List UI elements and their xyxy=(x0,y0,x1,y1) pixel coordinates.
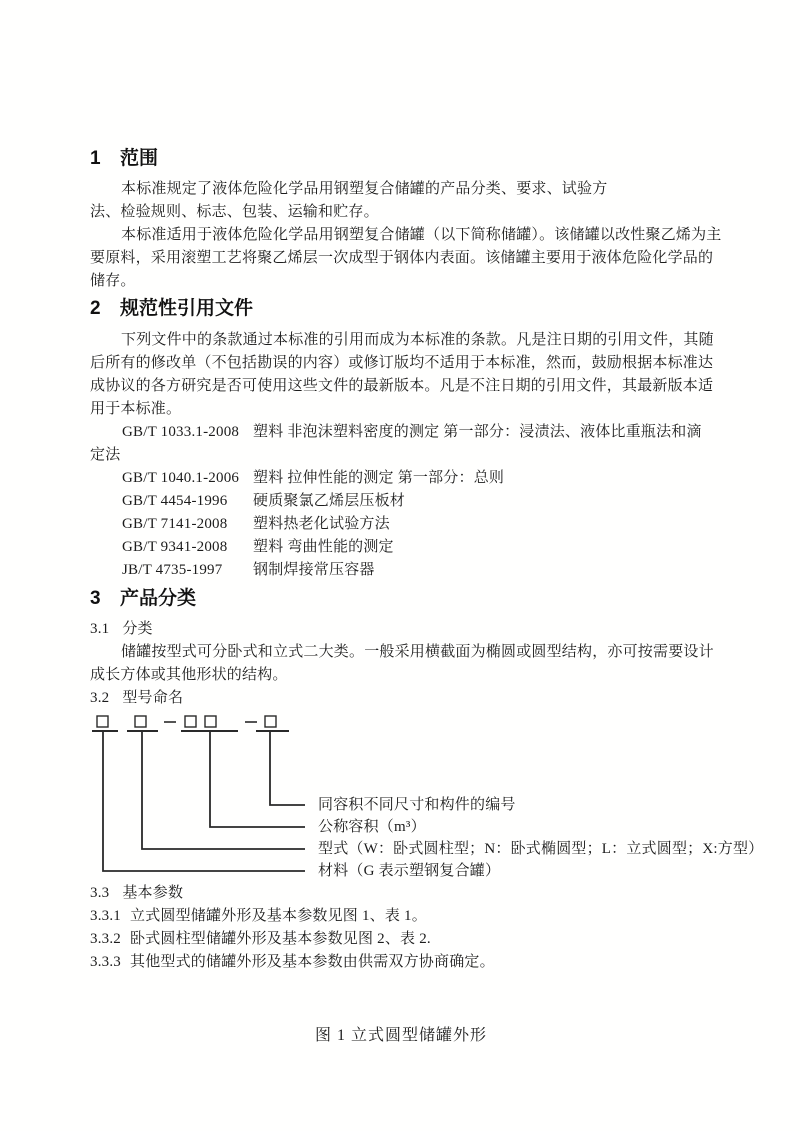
paragraph-line: 本标准规定了液体危险化学品用钢塑复合储罐的产品分类、要求、试验方 xyxy=(121,181,608,197)
section-3-title: 产品分类 xyxy=(120,588,197,609)
clause-text: 其他型式的储罐外形及基本参数由供需双方协商确定。 xyxy=(130,954,495,970)
paragraph-line: 法、检验规则、标志、包装、运输和贮存。 xyxy=(90,204,379,220)
reference-code: GB/T 4454-1996 xyxy=(122,493,228,509)
clause-label: 3.3.2 xyxy=(90,931,121,947)
paragraph-line: 储存。 xyxy=(90,273,136,289)
reference-code: GB/T 7141-2008 xyxy=(122,516,228,532)
subsection-3-2-heading xyxy=(90,687,712,710)
paragraph-line: 本标准适用于液体危险化学品用钢塑复合储罐（以下简称储罐）。该储罐以改性聚乙烯为主 xyxy=(121,227,722,243)
reference-title: 塑料 拉伸性能的测定 第一部分：总则 xyxy=(253,470,505,486)
clause-text: 立式圆型储罐外形及基本参数见图 1、表 1。 xyxy=(130,908,427,924)
subsection-title: 型号命名 xyxy=(122,690,184,706)
section-3-number: 3 xyxy=(90,588,101,609)
clause-label: 3.3.1 xyxy=(90,908,121,924)
paragraph-line: 成协议的各方研究是否可使用这些文件的最新版本。凡是不注日期的引用文件，其最新版本适 xyxy=(90,378,714,394)
reference-code: JB/T 4735-1997 xyxy=(122,562,223,578)
diagram-label-serial: 同容积不同尺寸和构件的编号 xyxy=(318,797,516,813)
reference-title: 硬质聚氯乙烯层压板材 xyxy=(253,493,406,509)
diagram-label-type: 型式（W：卧式圆柱型；N：卧式椭圆型；L：立式圆型；X:方型） xyxy=(318,841,764,857)
code-box-type xyxy=(135,716,146,727)
reference-item-wrap: 定法 xyxy=(90,447,121,463)
reference-title: 钢制焊接常压容器 xyxy=(253,562,375,578)
subsection-label: 3.3 xyxy=(90,885,110,901)
leader-material xyxy=(103,731,305,871)
subsection-label: 3.1 xyxy=(90,621,110,637)
clause-item xyxy=(90,928,712,951)
paragraph-line: 要原料，采用滚塑工艺将聚乙烯层一次成型于钢体内表面。该储罐主要用于液体危险化学品的 xyxy=(90,250,714,266)
leader-serial xyxy=(270,731,305,805)
leader-type xyxy=(142,731,305,849)
subsection-label: 3.2 xyxy=(90,690,110,706)
reference-item xyxy=(122,536,712,559)
clause-text: 卧式圆柱型储罐外形及基本参数见图 2、表 2. xyxy=(130,931,431,947)
reference-item xyxy=(122,421,712,444)
code-box-volume-2 xyxy=(205,716,216,727)
paragraph-line: 下列文件中的条款通过本标准的引用而成为本标准的条款。凡是注日期的引用文件，其随 xyxy=(121,332,714,348)
reference-item xyxy=(122,490,712,513)
reference-list xyxy=(90,421,712,582)
section-1-paragraph-2 xyxy=(90,224,722,293)
section-1-paragraph-1 xyxy=(90,178,712,224)
figure-1-caption: 图 1 立式圆型储罐外形 xyxy=(314,1027,487,1044)
section-2-heading xyxy=(90,296,712,322)
section-1-heading xyxy=(90,146,712,172)
reference-code: GB/T 1033.1-2008 xyxy=(122,424,240,440)
reference-code: GB/T 1040.1-2006 xyxy=(122,470,240,486)
section-3-heading xyxy=(90,586,712,612)
reference-title: 塑料 弯曲性能的测定 xyxy=(253,539,394,555)
code-box-volume-1 xyxy=(185,716,196,727)
paragraph-line: 储罐按型式可分卧式和立式二大类。一般采用横截面为椭圆或圆型结构，亦可按需要设计 xyxy=(121,644,714,660)
model-designation-diagram xyxy=(90,710,764,882)
subsection-3-1-paragraph xyxy=(90,641,712,687)
clause-label: 3.3.3 xyxy=(90,954,121,970)
diagram-label-volume: 公称容积（m³） xyxy=(318,819,426,835)
section-2-paragraph xyxy=(90,329,712,421)
reference-item xyxy=(122,559,712,582)
reference-code: GB/T 9341-2008 xyxy=(122,539,228,555)
section-1-number: 1 xyxy=(90,148,101,169)
document-content xyxy=(90,146,764,1047)
code-box-material xyxy=(97,716,108,727)
leader-volume xyxy=(210,731,305,827)
diagram-label-material: 材料（G 表示塑钢复合罐） xyxy=(318,863,501,879)
subsection-3-3-items xyxy=(90,905,712,974)
section-2-number: 2 xyxy=(90,298,101,319)
paragraph-line: 后所有的修改单（不包括勘误的内容）或修订版均不适用于本标准，然而，鼓励根据本标准达 xyxy=(90,355,714,371)
reference-item xyxy=(122,513,712,536)
section-2-title: 规范性引用文件 xyxy=(120,298,254,319)
reference-title: 塑料热老化试验方法 xyxy=(253,516,390,532)
paragraph-line: 成长方体或其他形状的结构。 xyxy=(90,667,288,683)
subsection-3-3-heading xyxy=(90,882,712,905)
reference-item xyxy=(122,467,712,490)
section-1-title: 范围 xyxy=(120,148,159,169)
subsection-title: 分类 xyxy=(122,621,153,637)
clause-item xyxy=(90,951,712,974)
subsection-title: 基本参数 xyxy=(122,885,184,901)
subsection-3-1-heading xyxy=(90,618,712,641)
paragraph-line: 用于本标准。 xyxy=(90,401,182,417)
code-box-serial xyxy=(265,716,276,727)
clause-item xyxy=(90,905,712,928)
reference-title: 塑料 非泡沫塑料密度的测定 第一部分：浸渍法、液体比重瓶法和滴 xyxy=(253,424,702,440)
